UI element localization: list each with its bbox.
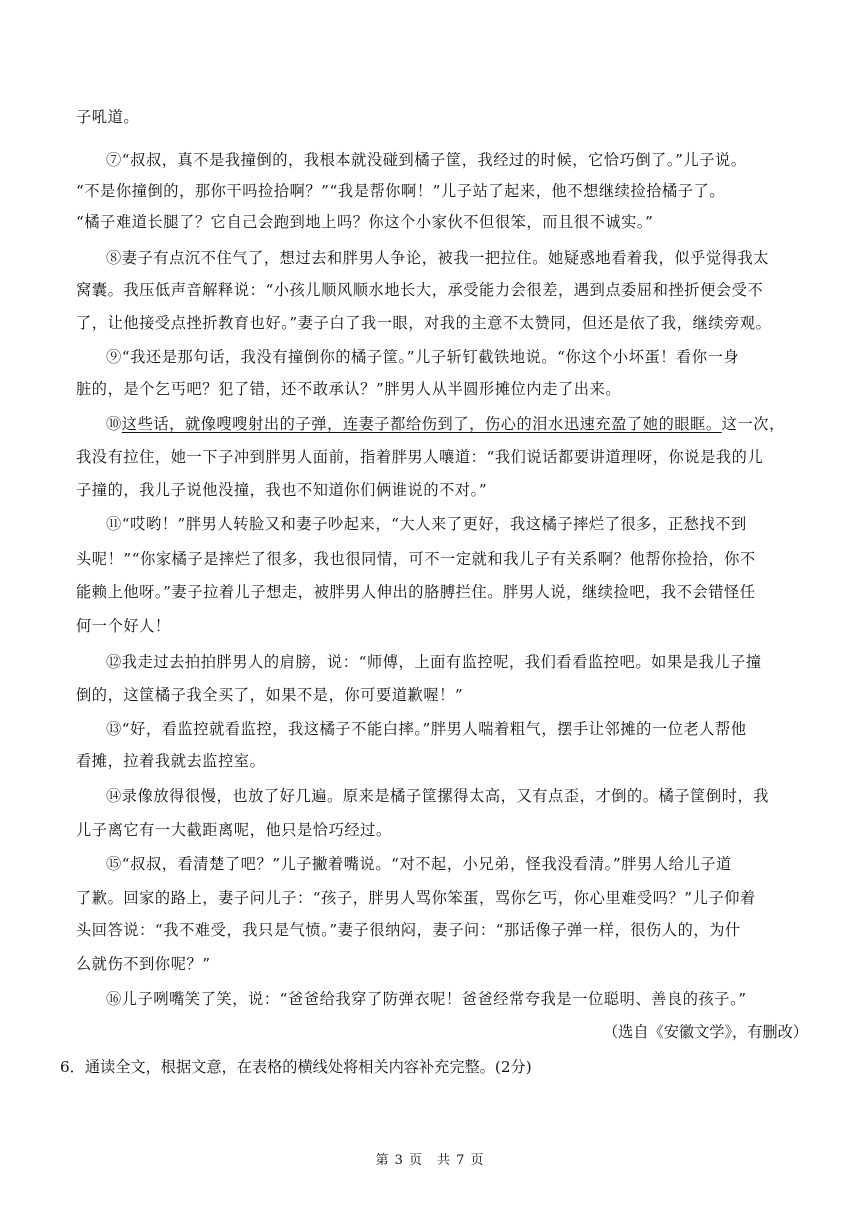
paragraph-line: 子吼道。 (76, 108, 140, 126)
paragraph-line: “不是你撞倒的，那你干吗捡拾啊？”“我是帮你啊！”儿子站了起来，他不想继续捡拾橘子了。 (76, 182, 726, 200)
paragraph-line: 么就伤不到你呢？” (76, 955, 211, 973)
paragraph-line: ⑫我走过去拍拍胖男人的肩膀，说：“师傅，上面有监控呢，我们看看监控吧。如果是我儿子撞 (106, 653, 762, 671)
paragraph-line: 了，让他接受点挫折教育也好。”妻子白了我一眼，对我的主意不太赞同，但还是依了我，继续旁观。 (76, 314, 772, 332)
paragraph-line: 看摊，拉着我就去监控室。 (76, 752, 266, 770)
underlined-sentence: 这些话，就像嗖嗖射出的子弹，连妻子都给伤到了，伤心的泪水迅速充盈了她的眼眶。 (121, 415, 722, 433)
paragraph-line: 儿子离它有一大截距离呢，他只是恰巧经过。 (76, 821, 392, 839)
paragraph-line: ⑧妻子有点沉不住气了，想过去和胖男人争论，被我一把拉住。她疑惑地看着我，似乎觉得我太 (106, 249, 770, 267)
paragraph-line: ⑭录像放得很慢，也放了好几遍。原来是橘子筐摞得太高，又有点歪，才倒的。橘子筐倒时，我 (106, 787, 770, 805)
paragraph-line: ⑪“哎哟！”胖男人转脸又和妻子吵起来，“大人来了更好，我这橘子摔烂了很多，正愁找不到 (106, 515, 747, 533)
paragraph-line: 头呢！”“你家橘子是摔烂了很多，我也很同情，可不一定就和我儿子有关系啊？他帮你捡拾，你不 (76, 550, 756, 568)
page-footer: 第 3 页 共 7 页 (375, 1153, 485, 1168)
paragraph-line: 脏的，是个乞丐吧？犯了错，还不敢承认？”胖男人从半圆形摊位内走了出来。 (76, 380, 622, 398)
paragraph-line: 头回答说：“我不难受，我只是气愤。”妻子很纳闷，妻子问：“那话像子弹一样，很伤人的，为什 (76, 921, 741, 939)
sentence-rest: 这一次， (721, 415, 785, 433)
paragraph-line: “橘子难道长腿了？它自己会跑到地上吗？你这个小家伙不但很笨，而且很不诚实。” (76, 213, 654, 231)
paragraph-line: ⑦“叔叔，真不是我撞倒的，我根本就没碰到橘子筐，我经过的时候，它恰巧倒了。”儿子说。 (106, 151, 747, 169)
paragraph-line: 倒的，这筐橘子我全买了，如果不是，你可要道歉喔！” (76, 686, 464, 704)
paragraph-line: 子撞的，我儿子说他没撞，我也不知道你们俩谁说的不对。” (76, 481, 488, 499)
paragraph-line: 窝囊。我压低声音解释说：“小孩儿顺风顺水地长大，承受能力会很差，遇到点委屈和挫折便会受不 (76, 281, 764, 299)
paragraph-line: 了歉。回家的路上，妻子问儿子：“孩子，胖男人骂你笨蛋，骂你乞丐，你心里难受吗？”儿子仰着 (76, 889, 756, 907)
paragraph-number: ⑩ (106, 415, 122, 433)
paragraph-line: 能赖上他呀。”妻子拉着儿子想走，被胖男人伸出的胳膊拦住。胖男人说，继续捡吧，我不会错怪任 (76, 583, 756, 601)
question-6: 6．通读全文，根据文意，在表格的横线处将相关内容补充完整。(2分) (60, 1058, 532, 1076)
paragraph-line: 何一个好人！ (76, 617, 171, 635)
paragraph-line: ⑮“叔叔，看清楚了吧？”儿子撇着嘴说。“对不起，小兄弟，怪我没看清。”胖男人给儿子道 (106, 855, 732, 873)
paragraph-line: ⑨“我还是那句话，我没有撞倒你的橘子筐。”儿子斩钉截铁地说。“你这个小坏蛋！看你一身 (106, 348, 740, 366)
paragraph-line: ⑬“好，看监控就看监控，我这橘子不能白摔。”胖男人喘着粗气，摆手让邻摊的一位老人帮他 (106, 720, 747, 738)
paragraph-line: 我没有拉住，她一下子冲到胖男人面前，指着胖男人嚷道：“我们说话都要讲道理呀，你说是我的儿 (76, 448, 764, 466)
paragraph-line-underlined (106, 413, 788, 435)
paragraph-line: ⑯儿子咧嘴笑了笑，说：“爸爸给我穿了防弹衣呢！爸爸经常夸我是一位聪明、善良的孩子。” (106, 990, 747, 1008)
source-note: （选自《安徽文学》，有删改） (602, 1023, 808, 1041)
